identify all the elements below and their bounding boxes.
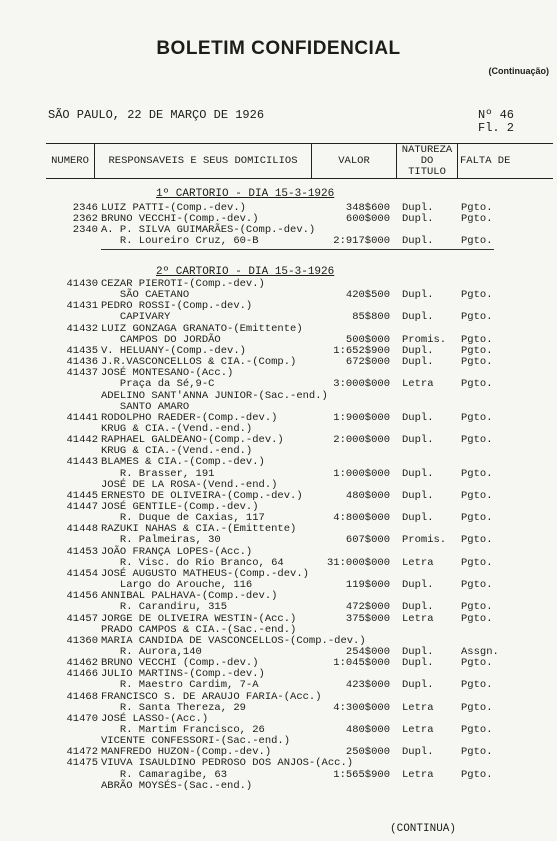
entry-value: 2:917$000 (333, 235, 390, 248)
entry-falta: Assgn. (461, 645, 499, 658)
entry-falta: Pgto. (461, 489, 493, 502)
entry-value: 672$000 (345, 356, 390, 369)
entry-nature: Dupl. (402, 679, 434, 692)
entry-name: JOSÉ DE LA ROSA-(Vend.-end.) (101, 478, 278, 491)
entry-falta: Pgto. (461, 356, 493, 369)
entry-value: 600$000 (345, 213, 390, 226)
entry-falta: Pgto. (461, 467, 493, 480)
section-rule (101, 249, 494, 250)
entry-number: 41468 (66, 690, 98, 703)
entry-value: 1:652$900 (333, 344, 390, 357)
entry-value: 375$000 (345, 612, 390, 625)
entry-name: V. HELUANY-(Comp.-dev.) (101, 344, 246, 357)
section-heading: 2º CARTORIO - DIA 15-3-1926 (156, 266, 335, 278)
entry-number: 41466 (66, 668, 98, 681)
entry-number: 41443 (66, 456, 98, 469)
table-row (0, 457, 557, 468)
entry-number: 41431 (66, 300, 98, 313)
entry-falta: Pgto. (461, 311, 493, 324)
entry-name: JOÃO FRANÇA LOPES-(Acc.) (101, 545, 253, 558)
entry-value: 1:900$000 (333, 411, 390, 424)
entry-falta: Pgto. (461, 579, 493, 592)
entry-falta: Pgto. (461, 701, 493, 714)
entry-number: 41432 (66, 322, 98, 335)
continuation-note: (Continuação) (488, 66, 549, 76)
entry-number: 41456 (66, 590, 98, 603)
entry-name: CEZAR PIEROTI-(Comp.-dev.) (101, 278, 265, 290)
entry-number: 2346 (72, 202, 98, 214)
entry-name: R. Santa Thereza, 29 (101, 701, 246, 714)
table-row (0, 692, 557, 703)
entry-name: Largo do Arouche, 116 (101, 579, 253, 592)
entry-value: 4:800$000 (333, 512, 390, 525)
column-header-numero: NUMERO (51, 155, 89, 167)
entry-nature: Dupl. (402, 213, 434, 226)
entry-value: 423$000 (345, 679, 390, 692)
entry-name: A. P. SILVA GUIMARÃES-(Comp.-dev.) (101, 224, 316, 237)
entry-number: 2340 (72, 224, 98, 237)
entry-nature: Dupl. (402, 344, 434, 357)
entry-name: BRUNO VECCHI-(Comp.-dev.) (101, 213, 259, 226)
continuation-footer: (CONTINUA) (390, 823, 457, 835)
column-header-valor: VALOR (338, 155, 370, 167)
date-line: SÃO PAULO, 22 DE MARÇO DE 1926 (48, 108, 265, 122)
entry-nature: Dupl. (402, 289, 434, 302)
entry-name: FRANCISCO S. DE ARAUJO FARIA-(Acc.) (101, 690, 322, 703)
entry-number: 41457 (66, 612, 98, 625)
entry-name: R. Palmeiras, 30 (101, 534, 221, 547)
entry-falta: Pgto. (461, 202, 493, 214)
entry-value: 1:000$000 (333, 467, 390, 480)
entry-name: SANTO AMARO (101, 400, 190, 413)
entry-name: KRUG & CIA.-(Vend.-end.) (101, 445, 253, 458)
table-row (0, 602, 557, 613)
entry-number: 41462 (66, 657, 98, 670)
table-row (0, 781, 557, 792)
entry-name: R. Aurora,140 (101, 645, 202, 658)
table-row (0, 758, 557, 769)
entry-name: R. Martim Francisco, 26 (101, 724, 265, 736)
entry-falta: Pgto. (461, 601, 493, 614)
entry-number: 2362 (72, 213, 98, 226)
entry-name: PRADO CAMPOS & CIA.-(Sac.-end.) (101, 623, 297, 636)
entry-name: R. Camaragibe, 63 (101, 768, 228, 781)
entry-value: 4:300$000 (333, 701, 390, 714)
header-top-rule (46, 143, 553, 144)
entry-falta: Pgto. (461, 333, 493, 346)
entry-name: ADELINO SANT'ANNA JUNIOR-(Sac.-end.) (101, 389, 328, 402)
entry-nature: Dupl. (402, 489, 434, 502)
entry-falta: Pgto. (461, 612, 493, 625)
column-header-falta: FALTA DE (460, 155, 511, 167)
entry-falta: Pgto. (461, 434, 493, 447)
entry-name: RAPHAEL GALDEANO-(Comp.-dev.) (101, 434, 284, 447)
entry-nature: Promis. (402, 534, 447, 547)
entry-value: 1:045$000 (333, 657, 390, 670)
entry-nature: Letra (402, 556, 434, 569)
table-row (0, 379, 557, 390)
entry-name: VIUVA ISAULDINO PEDROSO DOS ANJOS-(Acc.) (101, 757, 354, 770)
entry-name: MARIA CANDIDA DE VASCONCELLOS-(Comp.-dev.) (101, 634, 366, 647)
entry-falta: Pgto. (461, 657, 493, 670)
entry-name: JULIO MARTINS-(Comp.-dev.) (101, 668, 265, 681)
entry-name: SÃO CAETANO (101, 289, 190, 302)
entry-falta: Pgto. (461, 724, 493, 736)
entry-name: JOSÉ AUGUSTO MATHEUS-(Comp.-dev.) (101, 567, 309, 580)
entry-falta: Pgto. (461, 534, 493, 547)
column-divider (94, 143, 95, 179)
entry-falta: Pgto. (461, 289, 493, 302)
entry-name: CAPIVARY (101, 311, 171, 324)
entry-name: RODOLPHO RAEDER-(Comp.-dev.) (101, 411, 278, 424)
entry-nature: Dupl. (402, 311, 434, 324)
entry-name: LUIZ GONZAGA GRANATO-(Emittente) (101, 322, 303, 335)
entry-name: JOSÉ LASSO-(Acc.) (101, 712, 209, 725)
entry-name: PEDRO ROSSI-(Comp.-dev.) (101, 300, 253, 313)
entry-number: 41441 (66, 411, 98, 424)
entry-number: 41448 (66, 523, 98, 536)
entry-value: 500$000 (345, 333, 390, 346)
entry-falta: Pgto. (461, 768, 493, 781)
table-row (0, 435, 557, 446)
entry-nature: Letra (402, 612, 434, 625)
entry-falta: Pgto. (461, 679, 493, 692)
table-row (0, 391, 557, 402)
entry-nature: Dupl. (402, 601, 434, 614)
column-header-natureza: NATUREZA (401, 144, 453, 156)
entry-name: R. Duque de Caxias, 117 (101, 512, 265, 525)
column-header-natureza: DO (420, 155, 434, 167)
entry-nature: Dupl. (402, 356, 434, 369)
entry-value: 348$600 (345, 202, 390, 214)
entry-nature: Dupl. (402, 645, 434, 658)
entry-number: 41454 (66, 567, 98, 580)
entry-value: 31:000$000 (326, 556, 390, 569)
table-row (0, 614, 557, 625)
entry-falta: Pgto. (461, 344, 493, 357)
entry-falta: Pgto. (461, 746, 493, 759)
entry-value: 472$000 (345, 601, 390, 614)
entry-value: 254$000 (345, 645, 390, 658)
entry-name: R. Maestro Cardim, 7-A (101, 679, 259, 692)
entry-value: 3:000$000 (333, 378, 390, 391)
entry-value: 2:000$000 (333, 434, 390, 447)
entry-value: 1:565$900 (333, 768, 390, 781)
entry-nature: Dupl. (402, 411, 434, 424)
entry-name: R. Carandiru, 315 (101, 601, 228, 614)
entry-nature: Dupl. (402, 512, 434, 525)
table-row (0, 324, 557, 335)
entry-nature: Dupl. (402, 235, 434, 248)
column-header-natureza: TITULO (408, 166, 446, 178)
table-row (0, 625, 557, 636)
entry-number: 41445 (66, 489, 98, 502)
entry-nature: Dupl. (402, 746, 434, 759)
entry-name: BRUNO VECCHI (Comp.-dev.) (101, 657, 259, 670)
entry-value: 250$000 (345, 746, 390, 759)
entry-number: 41447 (66, 501, 98, 513)
entry-number: 41437 (66, 367, 98, 380)
entry-nature: Dupl. (402, 657, 434, 670)
entry-value: 420$500 (345, 289, 390, 302)
entry-name: RAZUKI NAHAS & CIA.-(Emittente) (101, 523, 297, 536)
table-row (0, 547, 557, 558)
entry-name: R. Brasser, 191 (101, 467, 215, 480)
entry-number: 41442 (66, 434, 98, 447)
column-header-responsaveis: RESPONSAVEIS E SEUS DOMICILIOS (108, 155, 298, 167)
entry-nature: Dupl. (402, 434, 434, 447)
entry-number: 41435 (66, 344, 98, 357)
entry-falta: Pgto. (461, 411, 493, 424)
entry-nature: Letra (402, 701, 434, 714)
table-row (0, 413, 557, 424)
entry-value: 480$000 (345, 724, 390, 736)
entry-name: KRUG & CIA.-(Vend.-end.) (101, 422, 253, 435)
bulletin-number: Nº 46 (478, 108, 515, 122)
entry-nature: Letra (402, 378, 434, 391)
entry-name: JORGE DE OLIVEIRA WESTIN-(Acc.) (101, 612, 297, 625)
entry-falta: Pgto. (461, 213, 493, 226)
entry-number: 41436 (66, 356, 98, 369)
entry-value: 607$000 (345, 534, 390, 547)
entry-name: J.R.VASCONCELLOS & CIA.-(Comp.) (101, 356, 297, 369)
entry-name: ABRÃO MOYSÉS-(Sac.-end.) (101, 779, 253, 792)
table-row (0, 770, 557, 781)
entry-name: Praça da Sé,9-C (101, 378, 215, 391)
table-row (0, 312, 557, 323)
entry-falta: Pgto. (461, 512, 493, 525)
entry-nature: Letra (402, 768, 434, 781)
entry-name: JOSÉ GENTILE-(Comp.-dev.) (101, 501, 259, 513)
entry-value: 480$000 (345, 489, 390, 502)
table-row (0, 469, 557, 480)
entry-name: BLAMES & CIA.-(Comp.-dev.) (101, 456, 265, 469)
entry-number: 41360 (66, 634, 98, 647)
section-heading: 1º CARTORIO - DIA 15-3-1926 (156, 188, 335, 200)
table-row (0, 402, 557, 413)
entry-number: 41453 (66, 545, 98, 558)
table-row (0, 236, 557, 247)
sheet-number: Fl. 2 (478, 121, 515, 135)
entry-number: 41475 (66, 757, 98, 770)
entry-nature: Dupl. (402, 467, 434, 480)
entry-number: 41472 (66, 746, 98, 759)
entry-number: 41470 (66, 712, 98, 725)
entry-name: JOSÉ MONTESANO-(Acc.) (101, 367, 234, 380)
entry-nature: Promis. (402, 333, 447, 346)
table-row (0, 535, 557, 546)
entry-name: VICENTE CONFESSORI-(Sac.-end.) (101, 735, 291, 748)
entry-value: 119$000 (345, 579, 390, 592)
entry-name: ERNESTO DE OLIVEIRA-(Comp.-dev.) (101, 489, 303, 502)
entry-falta: Pgto. (461, 556, 493, 569)
header-bottom-rule (46, 178, 553, 179)
entry-name: R. Loureiro Cruz, 60-B (101, 235, 259, 248)
column-divider (457, 143, 458, 179)
entry-number: 41430 (66, 278, 98, 290)
entry-name: ANNIBAL PALHAVA-(Comp.-dev.) (101, 590, 278, 603)
entry-nature: Letra (402, 724, 434, 736)
entry-nature: Dupl. (402, 202, 434, 214)
entry-name: MANFREDO HUZON-(Comp.-dev.) (101, 746, 272, 759)
table-row (0, 680, 557, 691)
document-title: BOLETIM CONFIDENCIAL (156, 38, 401, 59)
entry-name: R. Visc. do Rio Branco, 64 (101, 556, 284, 569)
entry-falta: Pgto. (461, 235, 493, 248)
entry-falta: Pgto. (461, 378, 493, 391)
entry-nature: Dupl. (402, 579, 434, 592)
entry-name: LUIZ PATTI-(Comp.-dev.) (101, 202, 246, 214)
entry-value: 85$800 (352, 311, 390, 324)
entry-name: CAMPOS DO JORDÃO (101, 333, 221, 346)
